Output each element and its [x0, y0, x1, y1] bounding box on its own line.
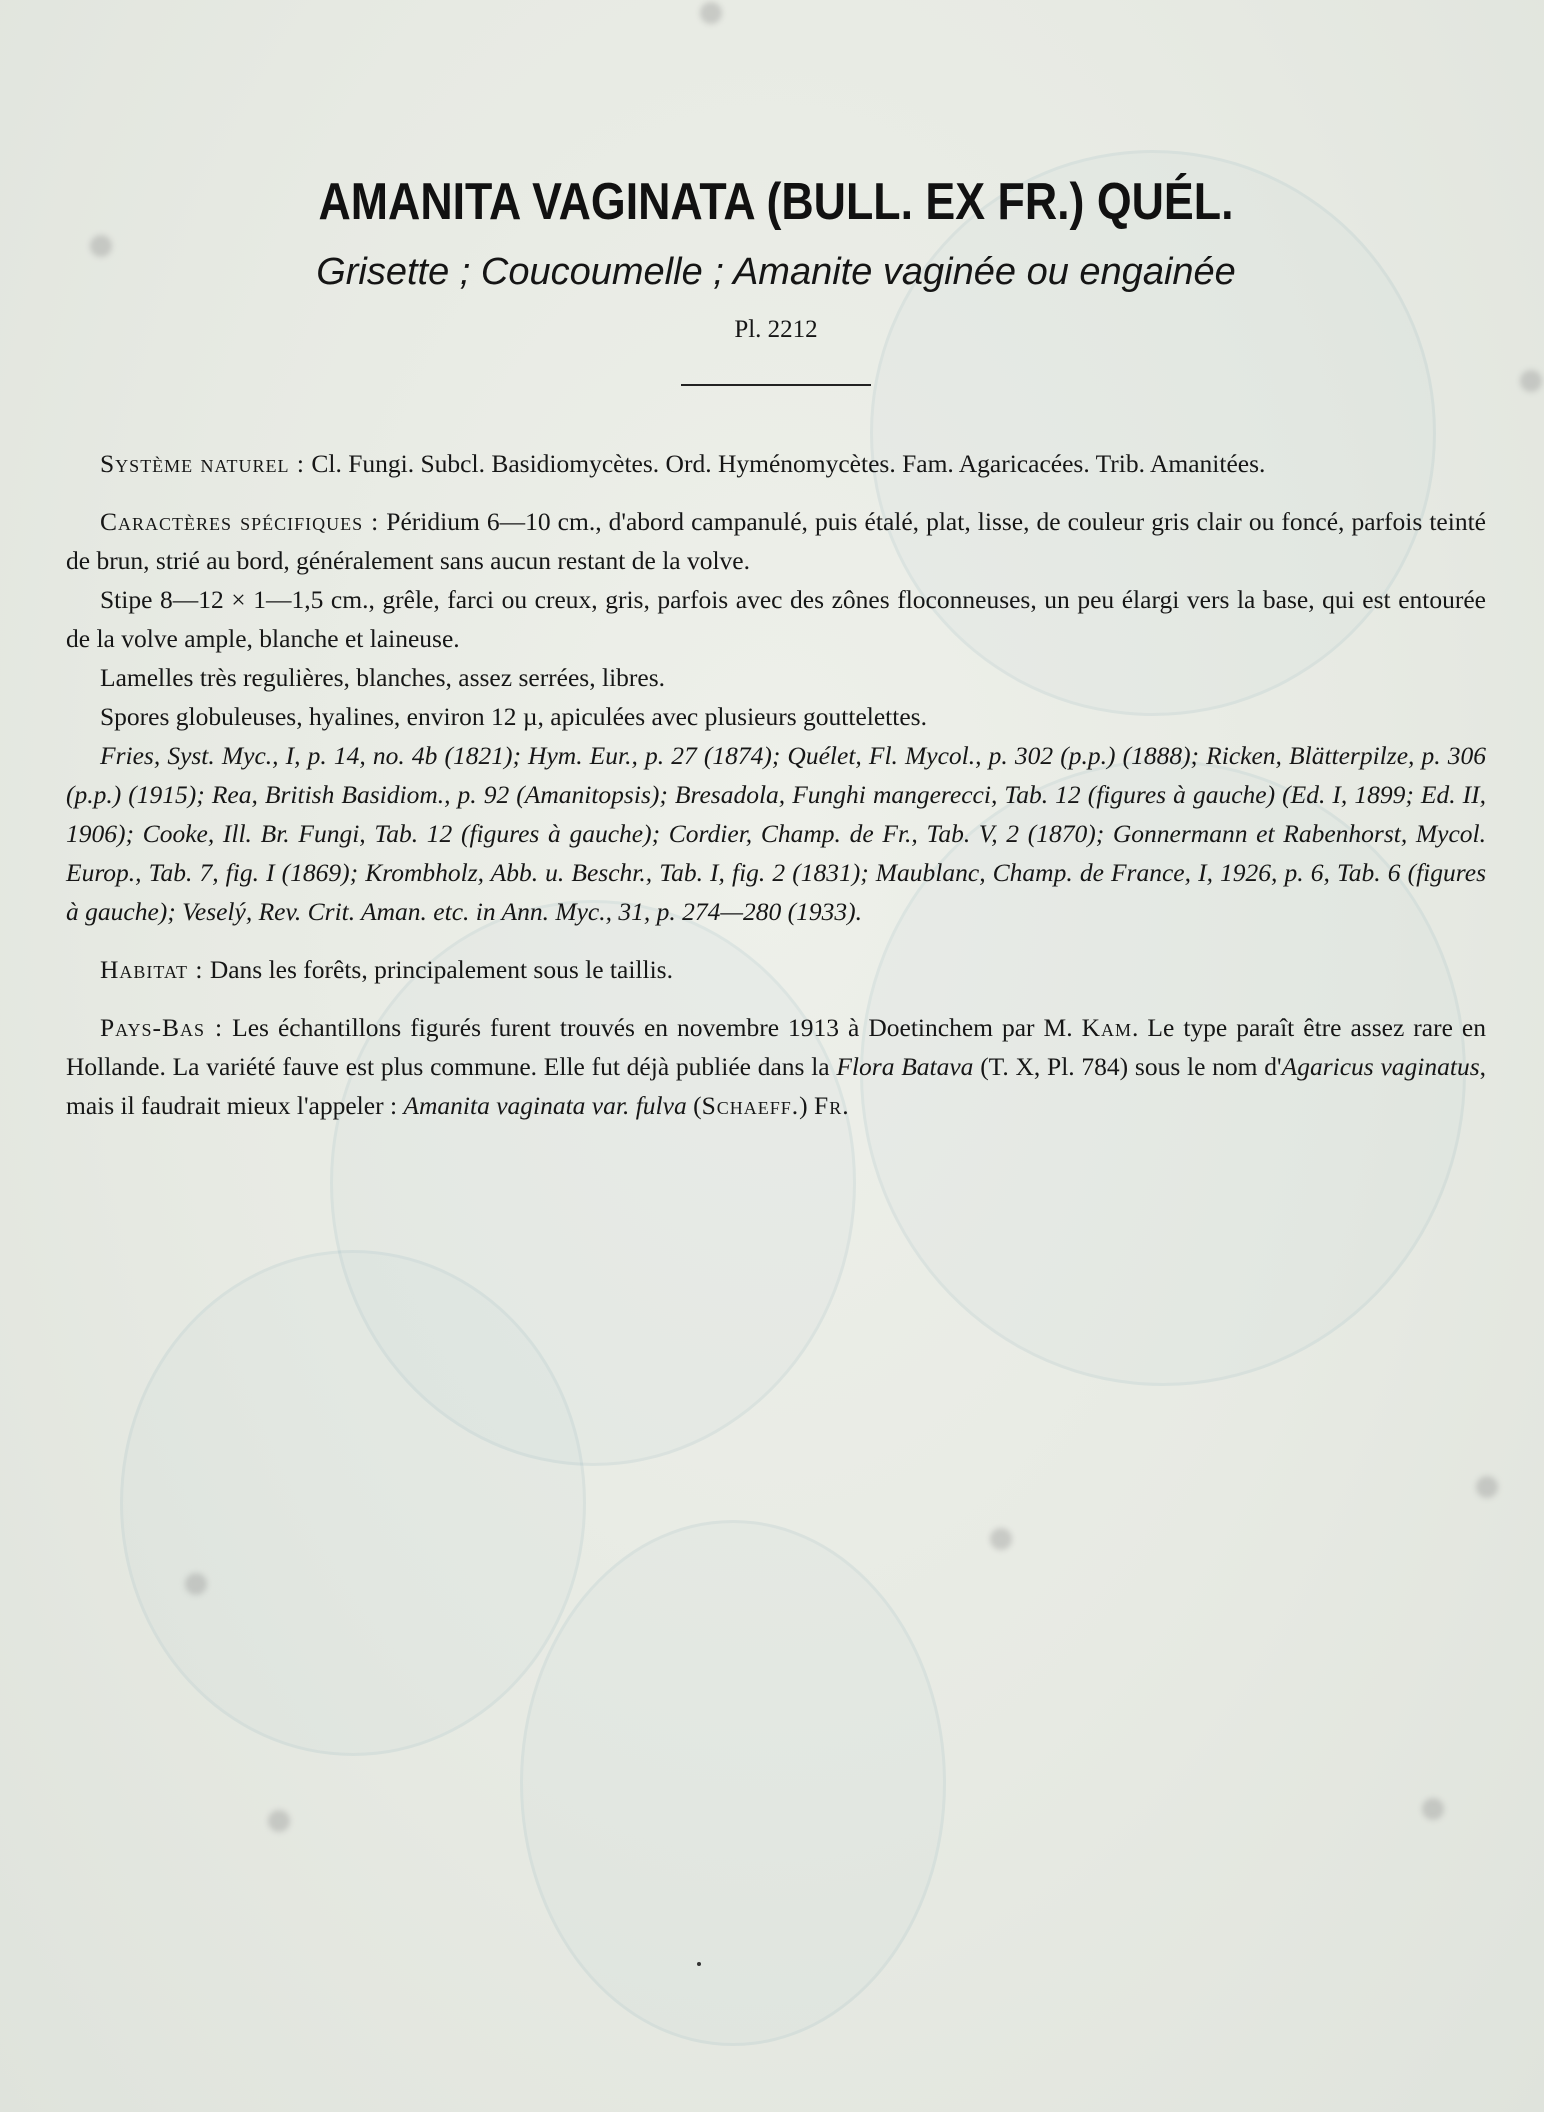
paper-spot [185, 1573, 207, 1595]
stipe-paragraph: Stipe 8—12 × 1—1,5 cm., grêle, farci ou creux, gris, parfois avec des zônes floconneuses, un peu élargi vers la base, qui est entourée de la volve ample, blanche et laineuse. [66, 585, 1486, 653]
section-label: Système naturel : [100, 449, 306, 478]
paper-spot [1422, 1798, 1444, 1820]
paper-spot [700, 2, 722, 24]
habitat-paragraph [66, 950, 1486, 989]
author-name: Schaeff. [701, 1091, 800, 1120]
lamelles-paragraph: Lamelles très regulières, blanches, assez serrées, libres. [100, 663, 666, 692]
author-name: Fr [814, 1091, 843, 1120]
publication-title: Flora Batava [836, 1052, 974, 1081]
common-names: Grisette ; Coucoumelle ; Amanite vaginée ou engainée [316, 251, 1236, 293]
paper-spot [268, 1810, 290, 1832]
section-label: Pays-Bas : [100, 1013, 224, 1042]
divider-rule [681, 384, 871, 386]
show-through-shape [120, 1250, 586, 1756]
paper-spot [1476, 1476, 1498, 1498]
section-text: Cl. Fungi. Subcl. Basidiomycètes. Ord. Hyménomycètes. Fam. Agaricacées. Trib. Amanitées. [305, 449, 1266, 478]
section-text: (T. X, Pl. 784) sous le nom d' [973, 1052, 1282, 1081]
show-through-shape [520, 1520, 946, 2046]
section-text: . Le type paraît être assez rare en Hollande. La variété fauve est plus commune. Elle fut déjà publiée dans la [66, 1013, 1486, 1081]
section-text: . [842, 1091, 849, 1120]
species-title: AMANITA VAGINATA (BULL. EX FR.) QUÉL. [318, 173, 1234, 231]
section-text: , mais il faudrait mieux l'appeler : [66, 1052, 1486, 1120]
systeme-paragraph [66, 444, 1486, 483]
description-body [66, 444, 1486, 1125]
section-label: Caractères spécifiques : [100, 507, 380, 536]
document-content [66, 170, 1486, 1125]
caracteres-paragraph [66, 502, 1486, 580]
section-label: Habitat : [100, 955, 204, 984]
section-text: Péridium 6—10 cm., d'abord campanulé, puis étalé, plat, lisse, de couleur gris clair ou foncé, parfois teinté de brun, strié au bord, généralement sans aucun restant de la volve. [66, 507, 1486, 575]
paper-spot [1520, 370, 1542, 392]
section-text: Dans les forêts, principalement sous le taillis. [203, 955, 673, 984]
collector-name: Kam [1081, 1013, 1133, 1042]
paysbas-paragraph [66, 1008, 1486, 1125]
references-paragraph: Fries, Syst. Myc., I, p. 14, no. 4b (1821); Hym. Eur., p. 27 (1874); Quélet, Fl. Mycol., p. 302 (p.p.) (1888); Ricken, Blätterpilze, p. 306 (p.p.) (1915); Rea, British Basidiom., p. 92 (Amanitopsis); Bresadola, Funghi mangerecci, Tab. 12 (figures à gauche) (Ed. I, 1899; Ed. II, 1906); Cooke, Ill. Br. Fungi, Tab. 12 (figures à gauche); Cordier, Champ. de Fr., Tab. V, 2 (1870); Gonnermann et Rabenhorst, Mycol. Europ., Tab. 7, fig. I (1869); Krombholz, Abb. u. Beschr., Tab. I, fig. 2 (1831); Maublanc, Champ. de France, I, 1926, p. 6, Tab. 6 (figures à gauche); Veselý, Rev. Crit. Aman. etc. in Ann. Myc., 31, p. 274—280 (1933). [66, 741, 1486, 926]
variety-name: Amanita vaginata var. fulva [403, 1091, 687, 1120]
synonym-name: Agaricus vaginatus [1281, 1052, 1480, 1081]
plate-number: Pl. 2212 [734, 316, 818, 343]
spores-paragraph: Spores globuleuses, hyalines, environ 12 µ, apiculées avec plusieurs gouttelettes. [100, 702, 927, 731]
paper-spot [990, 1528, 1012, 1550]
section-text: ) [799, 1091, 815, 1120]
section-text: ( [686, 1091, 702, 1120]
section-text: Les échantillons figurés furent trouvés en novembre 1913 à Doetinchem par M. [223, 1013, 1082, 1042]
ink-dot [697, 1962, 701, 1966]
